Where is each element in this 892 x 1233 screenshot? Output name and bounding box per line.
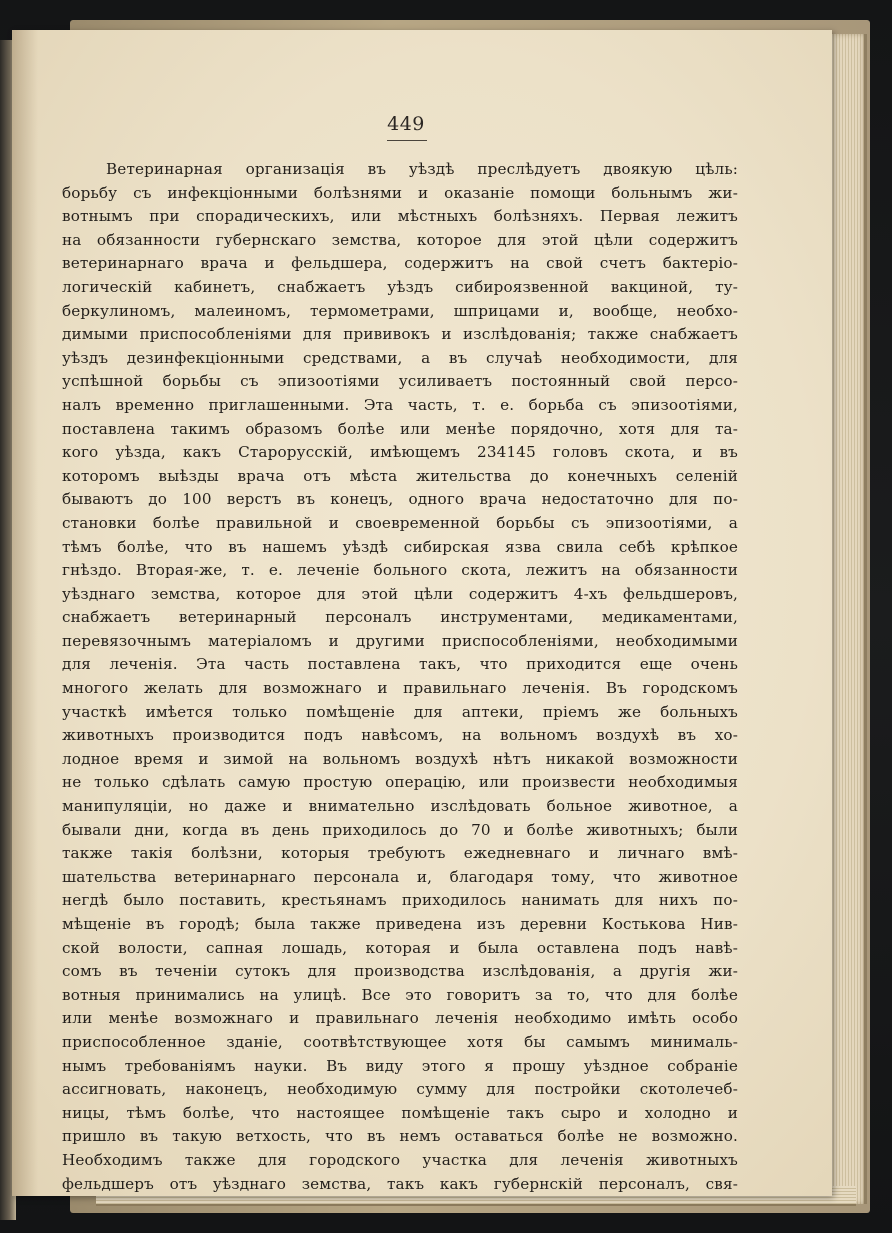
text-line: Необходимъ также для городского участка для леченія животныхъ [62,1150,738,1169]
text-line: для леченія. Эта часть поставлена такъ, что приходится еще очень [62,655,738,674]
text-line: участкѣ имѣется только помѣщеніе для аптеки, пріемъ же больныхъ [62,702,738,721]
text-line: животныхъ производится подъ навѣсомъ, на вольномъ воздухѣ въ хо- [62,726,738,745]
book-page [12,30,832,1196]
text-line: лодное время и зимой на вольномъ воздухѣ нѣтъ никакой возможности [62,749,738,768]
text-line: ской волости, сапная лошадь, которая и была оставлена подъ навѣ- [62,938,738,957]
text-line: манипуляціи, но даже и внимательно изслѣдовать больное животное, а [62,797,738,816]
text-line: на обязанности губернскаго земства, которое для этой цѣли содержитъ [62,230,738,249]
text-line: бывали дни, когда въ день приходилось до 70 и болѣе животныхъ; были [62,820,738,839]
page-number: 449 [387,113,425,135]
text-line: многого желать для возможнаго и правильнаго леченія. Въ городскомъ [62,679,738,698]
text-line: ассигновать, наконецъ, необходимую сумму для постройки скотолечеб- [62,1080,738,1099]
text-line: бываютъ до 100 верстъ въ конецъ, одного врача недостаточно для по- [62,490,738,509]
text-line: снабжаетъ ветеринарный персоналъ инструментами, медикаментами, [62,608,738,627]
text-line: фельдшеръ отъ уѣзднаго земства, такъ какъ губернскій персоналъ, свя- [62,1174,738,1193]
text-line: ницы, тѣмъ болѣе, что настоящее помѣщеніе такъ сыро и холодно и [62,1103,738,1122]
text-line: уѣзднаго земства, которое для этой цѣли содержитъ 4-хъ фельдшеровъ, [62,584,738,603]
text-line: шательства ветеринарнаго персонала и, благодаря тому, что животное [62,867,738,886]
text-line: которомъ выѣзды врача отъ мѣста жительства до конечныхъ селеній [62,466,738,485]
text-line: логическій кабинетъ, снабжаетъ уѣздъ сибироязвенной вакциной, ту- [62,277,738,296]
text-line: также такія болѣзни, которыя требуютъ ежедневнаго и личнаго вмѣ- [62,844,738,863]
text-line: не только сдѣлать самую простую операцію, или произвести необходимыя [62,773,738,792]
text-line: борьбу съ инфекціонными болѣзнями и оказаніе помощи больнымъ жи- [62,183,738,202]
text-line: пришло въ такую ветхость, что въ немъ оставаться болѣе не возможно. [62,1127,738,1146]
text-line: успѣшной борьбы съ эпизоотіями усиливаетъ постоянный свой персо- [62,372,738,391]
text-line: вотныя принимались на улицѣ. Все это говоритъ за то, что для болѣе [62,985,738,1004]
text-line: или менѣе возможнаго и правильнаго леченія необходимо имѣть особо [62,1009,738,1028]
page-edges [828,34,867,1204]
page-number-rule [387,140,427,141]
body-text [62,158,738,1196]
text-line: налъ временно приглашенными. Эта часть, т. е. борьба съ эпизоотіями, [62,395,738,414]
text-line: приспособленное зданіе, соотвѣтствующее хотя бы самымъ минималь- [62,1032,738,1051]
text-line: негдѣ было поставить, крестьянамъ приходилось нанимать для нихъ по- [62,891,738,910]
text-line: кого уѣзда, какъ Старорусскій, имѣющемъ 234145 головъ скота, и въ [62,443,738,462]
text-line: мѣщеніе въ городѣ; была также приведена изъ деревни Костькова Нив- [62,915,738,933]
text-line: сомъ въ теченіи сутокъ для производства изслѣдованія, а другія жи- [62,962,738,981]
text-line: тѣмъ болѣе, что въ нашемъ уѣздѣ сибирская язва свила себѣ крѣпкое [62,537,738,556]
text-line: перевязочнымъ матеріаломъ и другими приспособленіями, необходимыми [62,631,738,650]
text-line: поставлена такимъ образомъ болѣе или менѣе порядочно, хотя для та- [62,419,738,438]
text-line: гнѣздо. Вторая-же, т. е. леченіе больного скота, лежитъ на обязанности [62,561,738,580]
text-line: Ветеринарная организація въ уѣздѣ преслѣдуетъ двоякую цѣль: [106,160,738,178]
text-line: становки болѣе правильной и своевременной борьбы съ эпизоотіями, а [62,513,738,532]
text-line: уѣздъ дезинфекціонными средствами, а въ случаѣ необходимости, для [62,348,738,367]
text-line: беркулиномъ, малеиномъ, термометрами, шприцами и, вообще, необхо- [62,301,738,320]
text-line: ветеринарнаго врача и фельдшера, содержитъ на свой счетъ бактеріо- [62,254,738,273]
text-line: вотнымъ при спорадическихъ, или мѣстныхъ болѣзняхъ. Первая лежитъ [62,207,738,226]
text-line: нымъ требованіямъ науки. Въ виду этого я прошу уѣздное собраніе [62,1056,738,1075]
text-line: димыми приспособленіями для прививокъ и изслѣдованія; также снабжаетъ [62,325,738,344]
